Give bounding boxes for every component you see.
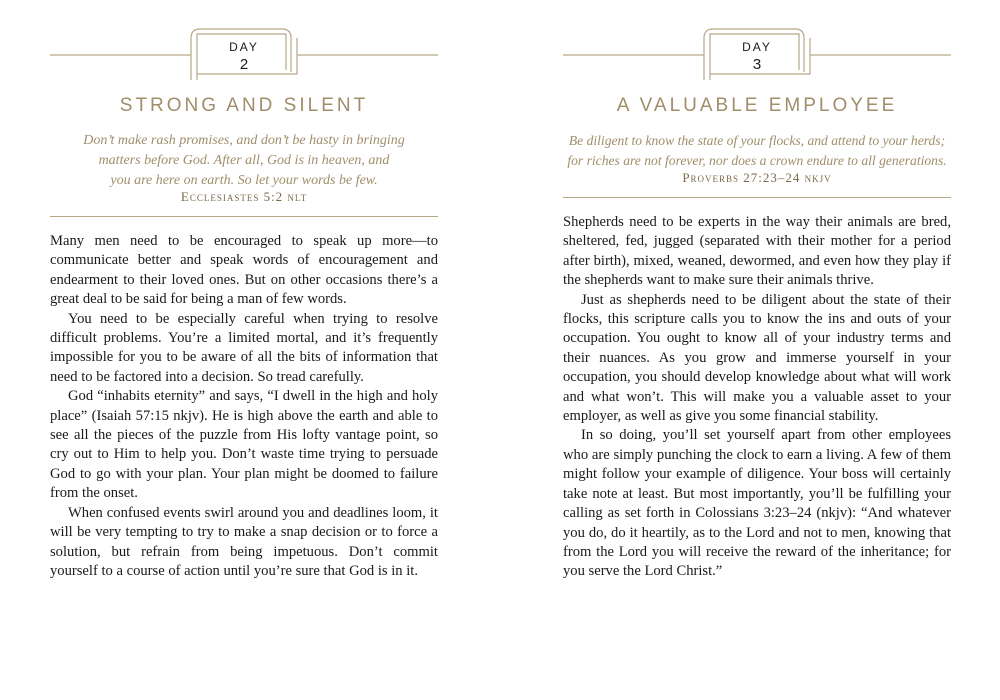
verse-line: matters before God. After all, God is in heaven, and — [98, 153, 390, 168]
paragraph: In so doing, you’ll set yourself apart from other employees who are simply punching the clock to earn a living. A few of them might follow your example of diligence. Your boss will certainly take note at least. But most importantly, you’ll be fulfilling your calling as set forth in Colossians 3:23–24 (nkjv): “And whatever you do, do it heartily, as to the Lord and not to men, knowing that from the Lord you will receive the reward of the inheritance; for you serve the Lord Christ.” — [563, 427, 951, 580]
page-title: STRONG AND SILENT — [119, 95, 369, 116]
scripture-verse — [563, 131, 951, 171]
verse-line: you are here on earth. So let your words be few. — [110, 173, 378, 188]
paragraph: You need to be especially careful when trying to resolve difficult problems. You’re a limited mortal, and it’s frequently impossible for you to be aware of all the bits of information that need to be factored into a decision. So tread carefully. — [50, 310, 438, 385]
paragraph: Just as shepherds need to be diligent about the state of their flocks, this scripture calls you to know the ins and outs of your occupation. You ought to know all of your industry terms and their nuances. As you grow and immerse yourself in your occupation, you should develop knowledge about what will work and what won’t. This will make you a valuable asset to your employer, as well as give you some financial stability. — [563, 291, 951, 425]
scripture-reference: Ecclesiastes 5:2 nlt — [180, 189, 308, 204]
paragraph: God “inhabits eternity” and says, “I dwell in the high and holy place” (Isaiah 57:15 nkjv). He is high above the earth and able to see all the pieces of the puzzle from His lofty vantage point, so cry out to Him to help you. Don’t waste time trying to persuade God to go with your plan. Your plan might be doomed to failure from the onset. — [50, 388, 438, 502]
day-header-ornament — [50, 24, 438, 86]
divider — [563, 197, 951, 198]
day-frame-ornament — [50, 24, 438, 86]
paragraph: Shepherds need to be experts in the way their animals are bred, sheltered, fed, jugged (separated with their mother for a period after birth), mixed, weaned, dewormed, and even how they play if the shepherds want to make sure their animals thrive. — [563, 214, 951, 289]
devotional-text — [50, 232, 438, 581]
day-number: 2 — [239, 56, 249, 73]
verse-line: Don’t make rash promises, and don’t be hasty in bringing — [83, 133, 405, 148]
verse-line: for riches are not forever, nor does a crown endure to all generations. — [567, 153, 947, 168]
day-frame-ornament — [563, 24, 951, 86]
scripture-verse — [50, 131, 438, 191]
verse-line: Be diligent to know the state of your flocks, and attend to your herds; — [568, 133, 946, 148]
paragraph: Many men need to be encouraged to speak up more—to communicate better and speak words of encouragement and endearment to their loved ones. But on other occasions there’s a great deal to be said for being a man of few words. — [50, 233, 438, 308]
left-page — [50, 0, 438, 700]
right-page — [563, 0, 951, 700]
devotional-text — [563, 213, 951, 582]
page-title: A VALUABLE EMPLOYEE — [616, 95, 898, 116]
day-number: 3 — [752, 56, 762, 73]
scripture-reference: Proverbs 27:23–24 nkjv — [682, 170, 832, 185]
day-word: DAY — [229, 40, 259, 54]
day-header-ornament — [563, 24, 951, 86]
day-word: DAY — [742, 40, 772, 54]
divider — [50, 216, 438, 217]
paragraph: When confused events swirl around you and deadlines loom, it will be very tempting to try to make a snap decision or to force a solution, but refrain from being impetuous. Don’t commit yourself to a course of action until you’re sure that God is in it. — [50, 504, 438, 579]
